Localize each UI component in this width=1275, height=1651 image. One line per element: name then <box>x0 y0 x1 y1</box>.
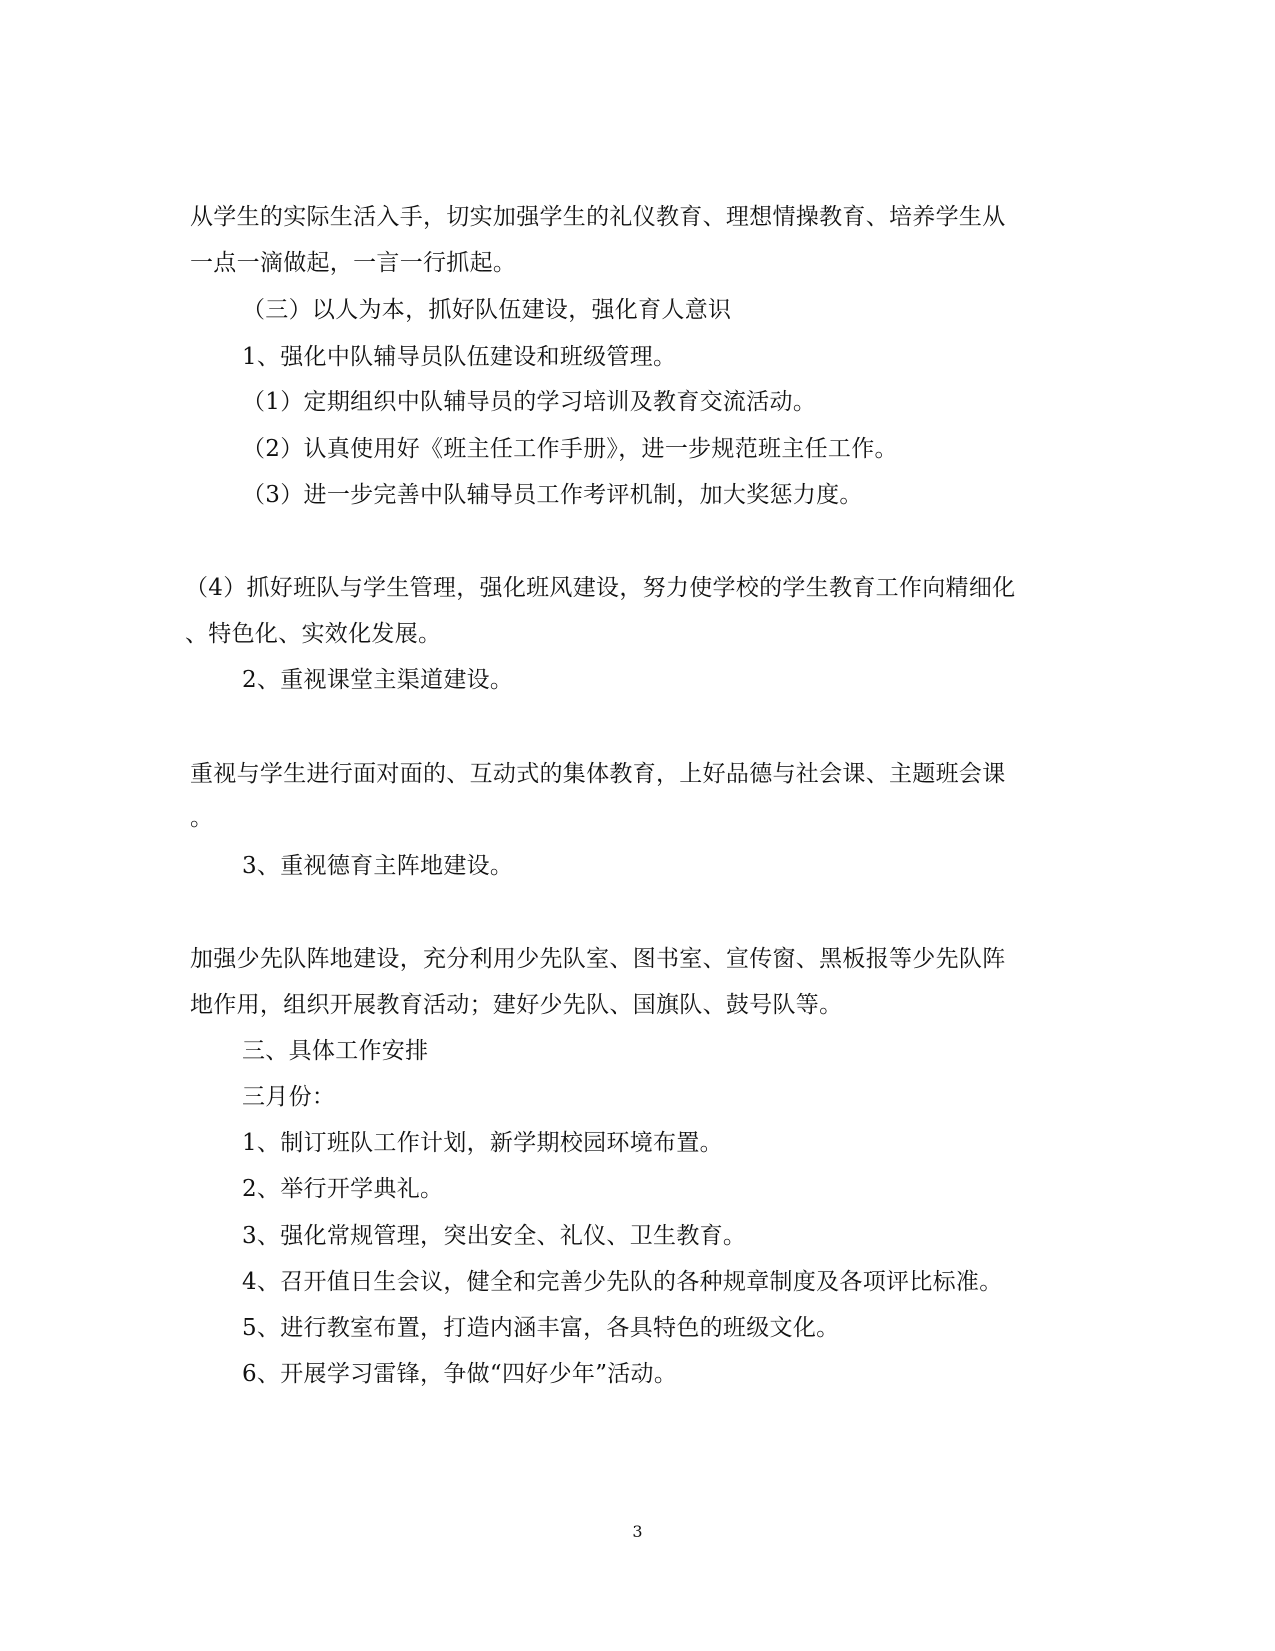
list-item: 2、重视课堂主渠道建设。 <box>242 667 514 693</box>
body-text-line: 。 <box>190 805 214 831</box>
list-item: 2、举行开学典礼。 <box>242 1176 444 1202</box>
list-item: 6、开展学习雷锋，争做“四好少年”活动。 <box>242 1361 678 1387</box>
body-text-line: 从学生的实际生活入手，切实加强学生的礼仪教育、理想情操教育、培养学生从 <box>190 204 1006 230</box>
list-item: （4）抓好班队与学生管理，强化班风建设，努力使学校的学生教育工作向精细化 <box>185 575 1016 601</box>
body-text-line: 加强少先队阵地建设，充分利用少先队室、图书室、宣传窗、黑板报等少先队阵 <box>190 946 1006 972</box>
list-item: 5、进行教室布置，打造内涵丰富，各具特色的班级文化。 <box>242 1315 840 1341</box>
body-text-line: 一点一滴做起，一言一行抓起。 <box>190 250 517 276</box>
page-number: 3 <box>632 1522 643 1541</box>
list-item: 1、强化中队辅导员队伍建设和班级管理。 <box>242 344 677 370</box>
list-item: 3、强化常规管理，突出安全、礼仪、卫生教育。 <box>242 1223 747 1249</box>
section-heading: 三、具体工作安排 <box>242 1038 429 1064</box>
list-item: （3）进一步完善中队辅导员工作考评机制，加大奖惩力度。 <box>242 482 863 508</box>
list-item: 3、重视德育主阵地建设。 <box>242 853 514 879</box>
body-text-line: 重视与学生进行面对面的、互动式的集体教育，上好品德与社会课、主题班会课 <box>190 761 1006 787</box>
sub-heading: 三月份： <box>242 1084 336 1110</box>
section-heading: （三）以人为本，抓好队伍建设，强化育人意识 <box>242 297 732 323</box>
body-text-line: 地作用，组织开展教育活动；建好少先队、国旗队、鼓号队等。 <box>190 992 843 1018</box>
list-item: 4、召开值日生会议，健全和完善少先队的各种规章制度及各项评比标准。 <box>242 1269 1003 1295</box>
list-item: 1、制订班队工作计划，新学期校园环境布置。 <box>242 1130 723 1156</box>
list-item: （1）定期组织中队辅导员的学习培训及教育交流活动。 <box>242 389 817 415</box>
list-item: （2）认真使用好《班主任工作手册》，进一步规范班主任工作。 <box>242 436 898 462</box>
body-text-line: 、特色化、实效化发展。 <box>185 621 442 647</box>
